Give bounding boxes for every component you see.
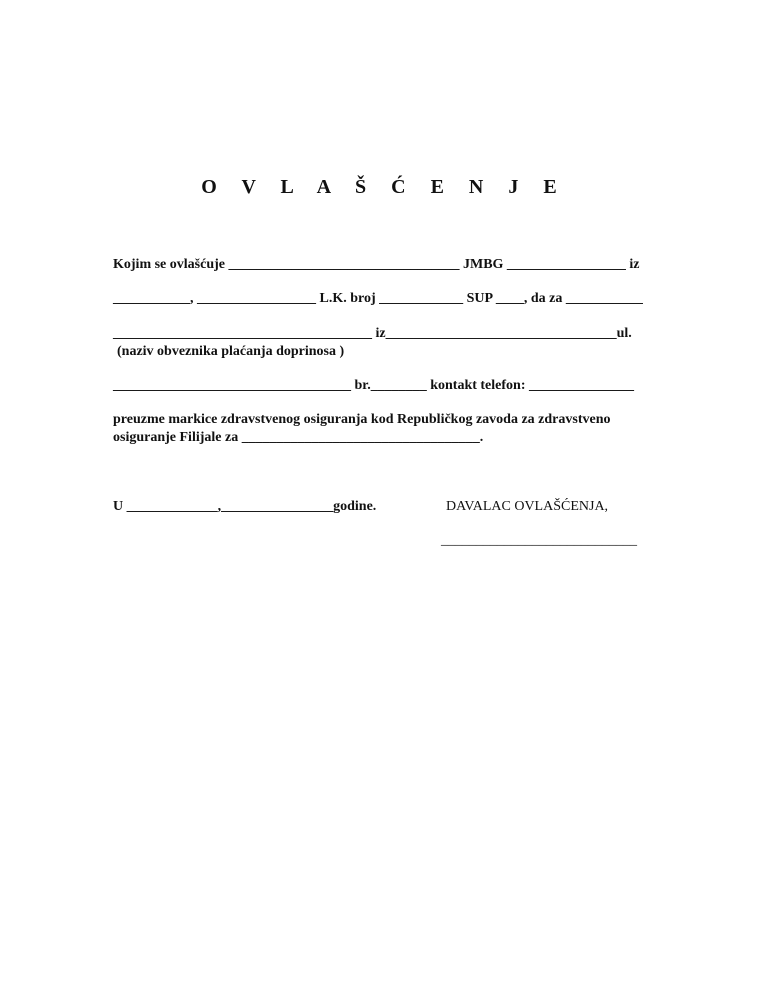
payer-name-note: (naziv obveznika plaćanja doprinosa ) <box>117 344 345 359</box>
authorization-line-1: Kojim se ovlašćuje _________________________________ JMBG _________________ iz <box>113 257 640 272</box>
authorization-line-4: __________________________________ br.________ kontakt telefon: _______________ <box>113 378 634 393</box>
place-date-line: U _____________,________________godine. <box>113 499 377 514</box>
authorization-line-5: preuzme markice zdravstvenog osiguranja kod Republičkog zavoda za zdravstveno <box>113 412 611 427</box>
authorization-line-6: osiguranje Filijale za __________________________________. <box>113 430 484 445</box>
grantor-label: DAVALAC OVLAŠĆENJA, <box>446 499 609 514</box>
signature-line: ____________________________ <box>441 533 637 548</box>
authorization-line-2: ___________, _________________ L.K. broj ____________ SUP ____, da za ___________ <box>113 291 643 306</box>
authorization-line-3: _____________________________________ iz_________________________________ul. <box>113 326 632 341</box>
document-title: O V L A Š Ć E N J E <box>201 176 567 198</box>
